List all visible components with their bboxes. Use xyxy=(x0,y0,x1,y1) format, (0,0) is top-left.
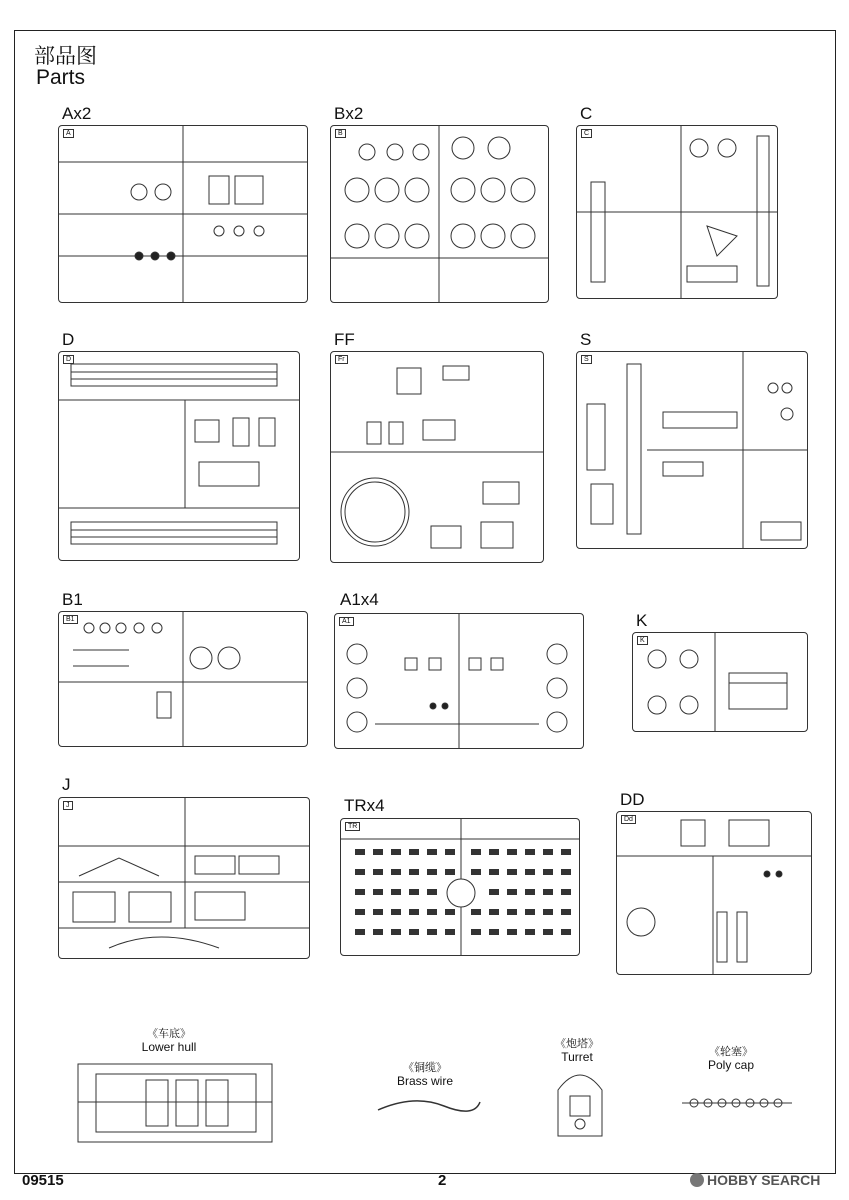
track-link xyxy=(471,929,481,935)
track-link xyxy=(409,849,419,855)
brass-wire-en: Brass wire xyxy=(396,1074,453,1088)
sprue-tag-k: K xyxy=(637,636,648,645)
poly-cap-caption xyxy=(676,1046,786,1072)
brass-wire-cn: 《铜缆》 xyxy=(403,1062,447,1074)
track-link xyxy=(525,889,535,895)
sprue-k-art xyxy=(633,633,807,731)
track-link xyxy=(391,929,401,935)
sprue-b1 xyxy=(58,611,308,747)
sprue-label-d: D xyxy=(62,330,75,349)
sprue-b1-art xyxy=(59,612,307,746)
sprue-label-a1: A1x4 xyxy=(340,590,379,609)
sprue-tag-dd: Dd xyxy=(621,815,636,824)
track-link xyxy=(409,929,419,935)
track-link xyxy=(355,929,365,935)
track-link xyxy=(561,889,571,895)
hobby-search-logo-icon xyxy=(690,1173,704,1187)
track-link xyxy=(507,849,517,855)
title-en: Parts xyxy=(36,66,86,89)
sprue-ff-art xyxy=(331,352,543,562)
track-link xyxy=(561,929,571,935)
track-link xyxy=(525,869,535,875)
sprue-tag-j: J xyxy=(63,801,73,810)
sprue-tag-s: S xyxy=(581,355,592,364)
sprue-s xyxy=(576,351,808,549)
track-link xyxy=(471,869,481,875)
poly-cap-art xyxy=(682,1090,792,1116)
track-link xyxy=(507,909,517,915)
turret-en: Turret xyxy=(561,1050,593,1064)
turret-caption xyxy=(522,1038,632,1064)
track-link xyxy=(355,889,365,895)
track-link xyxy=(489,889,499,895)
track-link xyxy=(561,869,571,875)
track-link xyxy=(525,929,535,935)
track-link xyxy=(471,909,481,915)
track-link xyxy=(525,849,535,855)
sprue-label-s: S xyxy=(580,330,592,349)
track-link xyxy=(355,849,365,855)
track-link xyxy=(355,909,365,915)
sprue-label-a: Ax2 xyxy=(62,104,92,123)
sprue-label-j: J xyxy=(62,775,71,794)
lower-hull-en: Lower hull xyxy=(141,1040,197,1054)
sprue-label-k: K xyxy=(636,611,648,630)
page-number: 2 xyxy=(438,1172,447,1189)
sprue-label-ff: FF xyxy=(334,330,355,349)
sprue-tag-c: C xyxy=(581,129,592,138)
track-link xyxy=(391,889,401,895)
sprue-tag-a1: A1 xyxy=(339,617,354,626)
watermark-text: HOBBY SEARCH xyxy=(707,1172,821,1188)
track-link xyxy=(543,869,553,875)
track-link xyxy=(525,909,535,915)
track-link xyxy=(561,849,571,855)
track-link xyxy=(489,929,499,935)
title-cn: 部品图 xyxy=(34,45,97,68)
poly-cap-en: Poly cap xyxy=(707,1058,755,1072)
hobby-search-watermark xyxy=(690,1172,820,1188)
track-link xyxy=(471,849,481,855)
sprue-a-art xyxy=(59,126,307,302)
sprue-a1-art xyxy=(335,614,583,748)
track-link xyxy=(391,849,401,855)
track-link xyxy=(427,929,437,935)
track-link xyxy=(543,849,553,855)
sprue-b-art xyxy=(331,126,548,302)
sprue-ff xyxy=(330,351,544,563)
sprue-label-tr: TRx4 xyxy=(344,796,385,815)
sprue-k xyxy=(632,632,808,732)
turret-cn: 《炮塔》 xyxy=(555,1038,599,1050)
track-link xyxy=(427,889,437,895)
track-link xyxy=(445,929,455,935)
track-link xyxy=(409,889,419,895)
sprue-dd-art xyxy=(617,812,811,974)
sprue-tag-b: B xyxy=(335,129,346,138)
track-link xyxy=(409,909,419,915)
track-link xyxy=(489,909,499,915)
sprue-label-b: Bx2 xyxy=(334,104,364,123)
sprue-s-art xyxy=(577,352,807,548)
product-code: 09515 xyxy=(22,1172,64,1189)
sprue-label-c: C xyxy=(580,104,593,123)
sprue-j-art xyxy=(59,798,309,958)
sprue-b xyxy=(330,125,549,303)
track-link xyxy=(561,909,571,915)
sprue-label-dd: DD xyxy=(620,790,645,809)
track-link xyxy=(543,889,553,895)
track-link xyxy=(373,849,383,855)
track-link xyxy=(373,929,383,935)
sprue-j xyxy=(58,797,310,959)
sprue-tag-b1: B1 xyxy=(63,615,78,624)
sprue-tag-d: D xyxy=(63,355,74,364)
lower-hull-caption xyxy=(114,1028,224,1054)
sprue-tr xyxy=(340,818,580,956)
sprue-tag-ff: Fr xyxy=(335,355,348,364)
track-link xyxy=(507,869,517,875)
sprue-d xyxy=(58,351,300,561)
track-link xyxy=(543,909,553,915)
lower-hull-cn: 《车底》 xyxy=(147,1028,191,1040)
track-link xyxy=(373,869,383,875)
sprue-tr-art xyxy=(341,819,579,955)
track-link xyxy=(489,849,499,855)
track-link xyxy=(489,869,499,875)
track-link xyxy=(507,929,517,935)
sprue-tag-a: A xyxy=(63,129,74,138)
track-link xyxy=(507,889,517,895)
poly-cap-cn: 《轮塞》 xyxy=(709,1046,753,1058)
track-link xyxy=(427,869,437,875)
brass-wire-caption xyxy=(370,1062,480,1088)
track-link xyxy=(373,909,383,915)
track-link xyxy=(445,909,455,915)
sprue-d-art xyxy=(59,352,299,560)
track-link xyxy=(543,929,553,935)
track-link xyxy=(445,849,455,855)
sprue-c xyxy=(576,125,778,299)
sprue-dd xyxy=(616,811,812,975)
sprue-a xyxy=(58,125,308,303)
track-link xyxy=(391,909,401,915)
brass-wire-art xyxy=(374,1092,484,1122)
sprue-a1 xyxy=(334,613,584,749)
track-link xyxy=(373,889,383,895)
track-link xyxy=(445,869,455,875)
turret-art xyxy=(550,1066,610,1142)
sprue-tag-tr: TR xyxy=(345,822,360,831)
track-link xyxy=(391,869,401,875)
lower-hull-art xyxy=(76,1058,276,1148)
sprue-c-art xyxy=(577,126,777,298)
sprue-label-b1: B1 xyxy=(62,590,83,609)
track-link xyxy=(427,909,437,915)
track-link xyxy=(409,869,419,875)
track-link xyxy=(355,869,365,875)
track-link xyxy=(427,849,437,855)
